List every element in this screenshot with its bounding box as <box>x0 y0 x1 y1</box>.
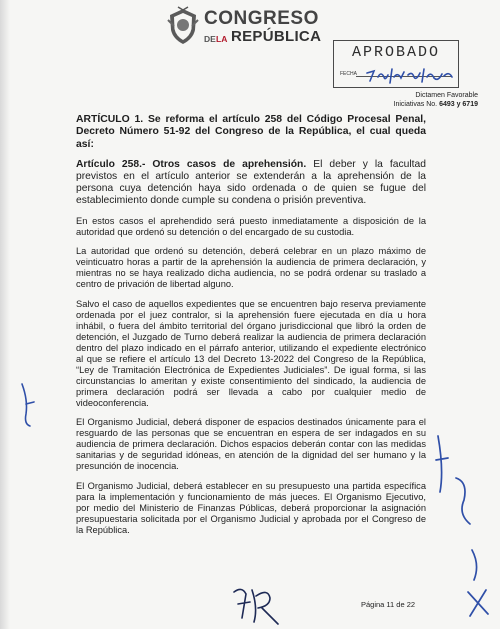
page-number: Página 11 de 22 <box>361 600 416 609</box>
logo-text-congreso: CONGRESO <box>204 8 319 29</box>
page-edge-shadow <box>0 0 10 629</box>
iniciativas-numbers: 6493 y 6719 <box>439 101 478 108</box>
paragraph-plazo: La autoridad que ordenó su detención, deberá celebrar en un plazo máximo de veinticuatro horas a partir de la aprehensión la audiencia de primera declaración, y mientras no se haya realizado dicha audiencia, no se podrá ordenar su traslado a centro de privación de libertad alguno. <box>76 245 426 290</box>
margin-handwritten-mark-left <box>14 380 40 430</box>
stamp-title: APROBADO <box>351 44 440 61</box>
congreso-logo <box>164 6 339 48</box>
dictamen-favorable: Dictamen Favorable <box>415 92 478 99</box>
logo-text-de: DE <box>204 34 216 44</box>
dictamen-info <box>394 91 478 109</box>
article-258-title: Artículo 258.- Otros casos de aprehensión. <box>76 159 307 171</box>
stamp-fecha-label: FECHA <box>340 71 357 77</box>
handwritten-date-signature <box>364 63 456 87</box>
article-1-heading: ARTÍCULO 1. Se reforma el artículo 258 del Código Procesal Penal, Decreto Número 51-92 del Congreso de la República, el cual queda así: <box>76 114 426 150</box>
document-body <box>76 114 426 544</box>
article-258-text: El deber y la facultad previstos en el artículo anterior se extenderán a la aprehensión de la persona cuya detención haya sido ordenada o de quien se fugue del establecimiento donde cumple su condena o prisión preventiva. <box>76 159 426 207</box>
iniciativas-label: Iniciativas No. <box>393 101 438 108</box>
coat-of-arms-icon <box>164 6 202 46</box>
bottom-handwritten-initials <box>228 578 288 626</box>
logo-text-republica: REPÚBLICA <box>231 28 322 45</box>
paragraph-custodia: En estos casos el aprehendido será puesto inmediatamente a disposición de la autoridad que ordenó su detención o del encargado de su custodia. <box>76 215 426 237</box>
margin-handwritten-signature-right <box>428 430 498 620</box>
approved-stamp <box>333 40 459 88</box>
article-258-paragraph <box>76 159 426 207</box>
logo-text-la: LA <box>216 34 228 44</box>
paragraph-espacios: El Organismo Judicial, deberá disponer de espacios destinados únicamente para el resguardo de las personas que se encuentran en espera de ser indagados en su audiencia de primera declaración. Dichos espacios deberán contar con las medidas sanitarias y de seguridad idóneas, en atención de la dignidad del ser humano y la presunción de inocencia. <box>76 417 426 472</box>
paragraph-presupuesto: El Organismo Judicial, deberá establecer en su presupuesto una partida específica para la implementación y funcionamiento de más jueces. El Organismo Ejecutivo, por medio del Ministerio de Finanzas Públicas, deberá proporcionar la asignación presupuestaria solicitada por el Organismo Judicial y aprobada por el Congreso de la República. <box>76 480 426 536</box>
paragraph-turno: Salvo el caso de aquellos expedientes que se encuentren bajo reserva previamente ordenada por el juez contralor, si la aprehensión fuere ejecutada en día u hora inhábil, o fuera del ámbito territorial del órgano jurisdiccional que libró la orden de detención, el Juzgado de Turno deberá realizar la audiencia de primera declaración dentro del plazo indicado en el párrafo anterior, utilizando el expediente electrónico al que se refiere el artículo 13 del Decreto 13-2022 del Congreso de la República, “Ley de Tramitación Electrónica de Expedientes Judiciales”. De igual forma, si las circunstancias lo ameritan y existe consentimiento del sindicado, la audiencia de primera declaración podrá ser llevada a cabo por cualquier medio de videoconferencia. <box>76 298 426 409</box>
iniciativas-line <box>394 100 478 109</box>
